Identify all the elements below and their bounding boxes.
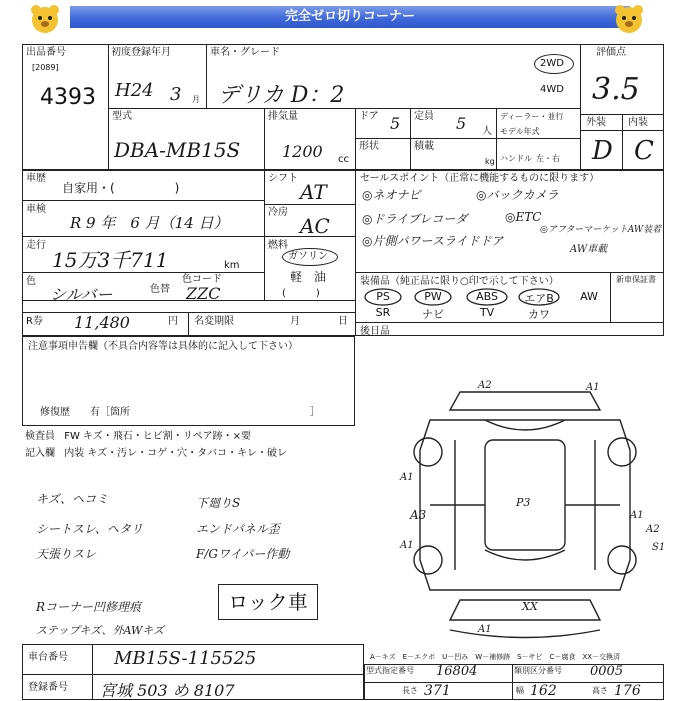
handle-label: ハンドル: [500, 154, 532, 163]
length-value: 371: [424, 683, 451, 699]
model-value: DBA-MB15S: [114, 138, 241, 162]
fuel-diesel: 軽 油: [290, 270, 327, 284]
remark-right-3: F/Gワイパー作動: [196, 547, 290, 561]
remark-right-2: エンドパネル歪: [196, 522, 280, 536]
damage-legend: A－キズ E－エクボ U－凹み W－補修跡 S－サビ C－腐食 XX－交換済: [370, 653, 621, 661]
aircon-value: AC: [300, 214, 330, 238]
selling-item-recorder: ◎ドライブレコーダ: [362, 212, 468, 226]
grade-int-value: C: [634, 136, 654, 166]
height-value: 176: [614, 683, 641, 699]
registration-value: 宮城 503 め 8107: [100, 681, 235, 700]
equip-pw: PW: [424, 290, 442, 303]
diagram-mark-p3: P3: [516, 496, 531, 509]
equip-leather: カワ: [528, 308, 550, 321]
inspection-value: R 9 年 6 月（14 日）: [70, 214, 229, 232]
page-banner: 完全ゼロ切りコーナー: [70, 6, 630, 28]
warranty-label: 新車保証書: [616, 275, 656, 284]
selling-item-navi: ◎ネオナビ: [362, 188, 421, 202]
recycle-label: R券: [26, 316, 43, 327]
first-reg-label: 初度登録年月: [111, 47, 171, 58]
equip-tv: TV: [479, 306, 495, 319]
capacity-label: 定員: [414, 111, 434, 122]
check-grid: [25, 428, 355, 462]
drive-2wd: 2WD: [540, 58, 564, 69]
shift-label: シフト: [268, 173, 298, 184]
declaration-label: 注意事項申告欄（不具合内容等は具体的に記入して下さい）: [28, 341, 298, 352]
selling-item-backcam: ◎バックカメラ: [476, 188, 559, 202]
remark-1: キズ、ヘコミ: [36, 492, 109, 506]
height-label: 高さ: [592, 686, 608, 695]
category-number-label: 類別区分番号: [514, 666, 562, 675]
handle-value: 左・右: [536, 154, 560, 163]
usage-label: 車歴: [26, 173, 46, 184]
dealer-label: ディーラー・並行: [500, 112, 564, 121]
diagram-mark-a1-left: A1: [400, 472, 414, 483]
lot-number: 4393: [40, 85, 96, 110]
width-value: 162: [530, 683, 557, 699]
mileage-label: 走行: [26, 240, 46, 251]
equip-abs: ABS: [476, 290, 498, 303]
fuel-label: 燃料: [268, 240, 288, 251]
length-label: 長さ: [402, 686, 418, 695]
inspection-label: 車検: [26, 204, 46, 215]
mileage-value: 15万3千711: [52, 248, 169, 272]
model-label: 型式: [112, 111, 132, 122]
selling-item-etc: ◎ETC: [505, 210, 542, 224]
car-name-value: デリカ D：2: [218, 83, 345, 108]
diagram-mark-xx: XX: [522, 600, 538, 613]
displacement-label: 排気量: [268, 111, 298, 122]
grade-ext-label: 外装: [586, 117, 606, 128]
first-reg-era: H24: [115, 80, 154, 101]
inspector-label: 検査員: [25, 431, 55, 442]
recycle-unit: 円: [168, 316, 178, 327]
equipment-label: 装備品（純正品に限り○印で示して下さい）: [360, 276, 559, 287]
grade-ext-value: D: [592, 136, 613, 166]
name-limit-label: 名変期限: [194, 316, 234, 327]
model-year-label: モデル年式: [500, 127, 540, 136]
selling-note: AW車載: [570, 244, 608, 255]
diagram-mark-a2-right: A2: [646, 524, 660, 535]
doors-label: ドア: [359, 111, 379, 122]
selling-item-aw: ◎アフターマーケットAW装着: [540, 225, 662, 235]
diagram-mark-s1: S1: [652, 542, 666, 553]
mileage-unit: km: [224, 260, 240, 271]
load-label: 積載: [414, 141, 434, 152]
remark-4: Rコーナー凹修理痕: [36, 600, 142, 614]
color-value: シルバー: [50, 285, 113, 304]
chassis-label: 車台番号: [28, 652, 68, 663]
repair-history: 修復歴 有［箇所 ］: [40, 407, 320, 418]
first-reg-month-unit: 月: [192, 95, 200, 104]
type-number-label: 型式指定番号: [366, 666, 414, 675]
diagram-mark-a1-lower: A1: [400, 540, 414, 551]
name-limit-month: 月: [290, 316, 300, 327]
notes-label: 後日品: [360, 326, 390, 337]
check-row-interior-text: 内装 キズ・汚レ・コゲ・穴・タバコ・キレ・破レ: [64, 448, 287, 459]
doors-value: 5: [390, 114, 401, 133]
diagram-mark-a1-bottom: A1: [478, 624, 492, 635]
lock-stamp: ロック車: [218, 584, 318, 620]
lot-sub: [2089]: [32, 63, 59, 72]
fuel-paren: ( ): [282, 288, 320, 299]
name-limit-day: 日: [338, 316, 348, 327]
diagram-mark-a3: A3: [410, 508, 427, 522]
car-name-label: 車名・グレード: [210, 47, 280, 58]
color-tone-label: 色替: [150, 284, 170, 295]
shape-label: 形状: [359, 141, 379, 152]
diagram-mark-a2-top: A2: [478, 380, 492, 391]
remark-2: シートスレ、ヘタリ: [36, 522, 143, 536]
width-label: 幅: [516, 686, 524, 695]
check-row-interior: [25, 445, 355, 462]
capacity-value: 5: [456, 114, 467, 133]
remark-right-1: 下廻りS: [196, 496, 241, 510]
category-number-value: 0005: [590, 664, 624, 679]
equip-ps: PS: [376, 290, 390, 303]
check-row-glass: [25, 428, 355, 445]
equip-navi: ナビ: [422, 308, 444, 321]
grade-value: 3.5: [592, 72, 640, 107]
registration-label: 登録番号: [28, 682, 68, 693]
equip-sr: SR: [375, 306, 391, 319]
equip-aw: AW: [580, 290, 598, 303]
shift-value: AT: [300, 180, 327, 204]
recycle-value: 11,480: [74, 313, 130, 332]
capacity-unit: 人: [482, 126, 492, 137]
selling-item-slidedoor: ◎片側パワースライドドア: [362, 234, 504, 248]
color-code-label: 色コード: [182, 274, 222, 285]
grade-int-label: 内装: [628, 117, 648, 128]
lot-label: 出品番号: [26, 47, 66, 58]
displacement-unit: cc: [338, 154, 349, 165]
drive-4wd: 4WD: [540, 84, 564, 95]
equip-airbag: エアB: [524, 292, 554, 305]
color-code-value: ZZC: [186, 284, 221, 303]
fuel-gasoline: ガソリン: [288, 251, 328, 262]
diagram-mark-a1-right: A1: [630, 510, 644, 521]
writer-label: 記入欄: [25, 448, 55, 459]
grade-label: 評価点: [596, 47, 626, 58]
remark-5: ステップキズ、外AWキズ: [36, 624, 165, 637]
displacement-value: 1200: [282, 142, 323, 161]
type-number-value: 16804: [436, 664, 478, 679]
equipment-circle-marks: [360, 288, 600, 308]
check-row-glass-text: FW キズ・飛石・ヒビ割・リペア跡・×要: [64, 431, 251, 442]
usage-value: 自家用・( ): [62, 181, 180, 195]
first-reg-month: 3: [170, 84, 182, 105]
aircon-label: 冷房: [268, 207, 288, 218]
chassis-value: MB15S-115525: [114, 648, 257, 669]
remark-3: 天張りスレ: [36, 547, 97, 561]
load-unit: kg: [485, 157, 495, 166]
diagram-mark-a1-top: A1: [586, 382, 600, 393]
selling-label: セールスポイント（正常に機能するものに限ります）: [360, 173, 600, 184]
color-label: 色: [26, 276, 36, 287]
